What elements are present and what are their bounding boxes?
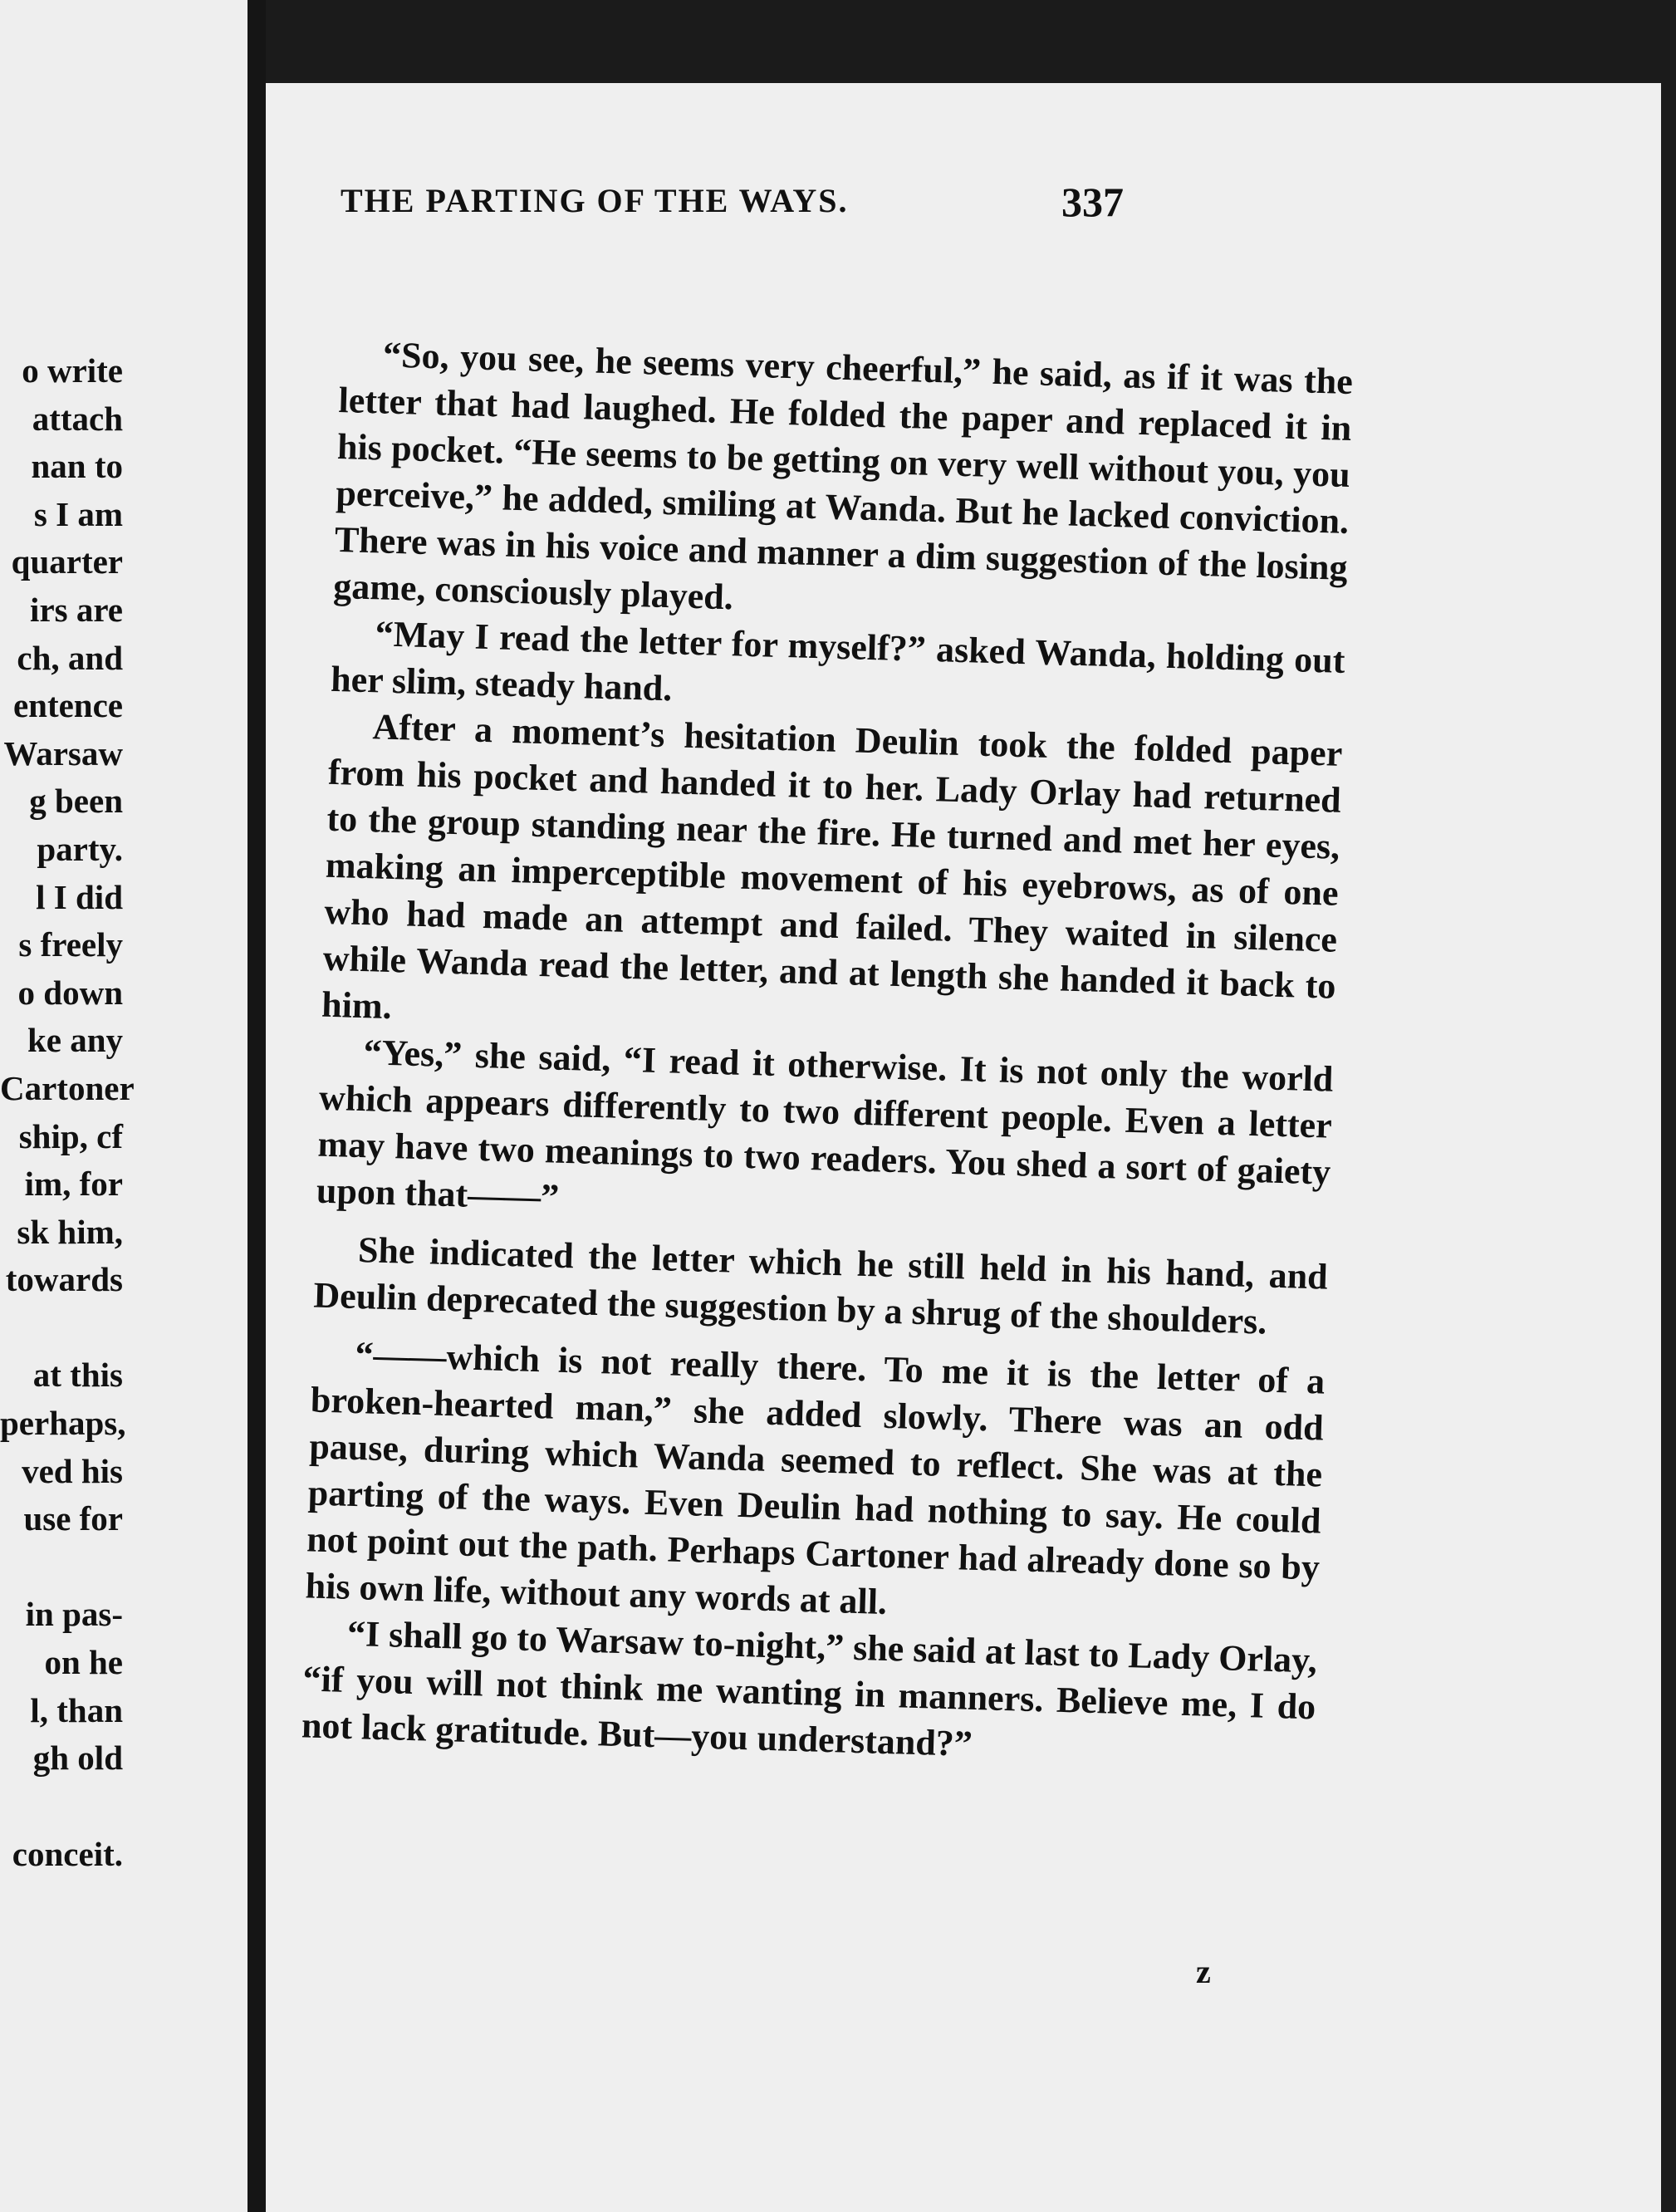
left-line: ship, cf (18, 1116, 123, 1155)
book-gutter (247, 0, 266, 2212)
left-page (0, 0, 247, 2212)
left-line: entence (12, 686, 123, 725)
left-line: Warsaw (3, 733, 123, 772)
left-line: o write (22, 351, 123, 390)
left-line: nan to (31, 447, 123, 486)
paragraph: After a moment’s hesitation Deulin took the folded paper from his pocket and handed it to her. Lady Orlay had returned to the group standing near the fire. He turned and met her eyes, making an imperceptible movement of his eyebrows, as of one who had made an attempt and failed. They waited in silence while Wanda read the letter, and at length she handed it back to him. (321, 706, 1343, 1028)
body-text (301, 331, 1394, 1778)
left-line: party. (37, 829, 123, 868)
page-header (341, 181, 1395, 239)
left-page-lines (0, 347, 135, 1783)
left-line: on he (44, 1643, 123, 1682)
left-line: gh old (32, 1739, 123, 1778)
left-line (0, 1543, 123, 1592)
left-line: sk him, (17, 1212, 123, 1251)
signature-mark: z (1196, 1953, 1211, 1990)
paragraph: “So, you see, he seems very cheerful,” he said, as if it was the letter that had laughed. He folded the paper and replaced it in his pocket. “He seems to be getting on very well without you, you perceive,” he added, smiling at Wanda. But he lacked conviction. There was in his voice and manner a dim suggestion of the losing game, consciously played. (332, 334, 1354, 618)
left-line: s I am (33, 494, 123, 533)
left-line: irs are (30, 590, 123, 629)
left-line: l, than (30, 1690, 123, 1729)
paragraph: “I shall go to Warsaw to-night,” she said at last to Lady Orlay, “if you will not think me wanting in manners. Believe me, I do not lack gratitude. But—you understand?” (301, 1612, 1318, 1764)
left-line (0, 1304, 123, 1352)
left-line: towards (5, 1260, 123, 1299)
left-line: ch, and (17, 638, 123, 677)
left-line: perhaps, (0, 1404, 126, 1443)
left-line: quarter (11, 542, 123, 581)
left-line: ke any (27, 1021, 123, 1060)
left-line: g been (29, 782, 123, 821)
left-last-line: conceit. (12, 1835, 123, 1873)
left-line: Cartoner (0, 1068, 135, 1107)
page-number: 337 (1061, 179, 1124, 225)
left-line: at this (32, 1356, 123, 1395)
paragraph: She indicated the letter which he still held in his hand, and Deulin deprecated the suggestion by a shrug of the shoulders. (312, 1229, 1329, 1342)
paragraph: “Yes,” she said, “I read it otherwise. It is not only the world which appears differently to two different people. Even a letter may have two meanings to two readers. You shed a sort of gaiety upon that——” (316, 1032, 1334, 1218)
running-title: THE PARTING OF THE WAYS. (341, 182, 849, 219)
left-line: im, for (24, 1165, 123, 1204)
left-line: attach (32, 399, 123, 438)
left-line: in pas- (25, 1595, 123, 1634)
left-line: use for (23, 1499, 123, 1538)
paragraph: “——which is not really there. To me it is the letter of a broken-hearted man,” she added slowly. There was an odd pause, during which Wanda seemed to reflect. She was at the parting of the ways. Even Deulin had nothing to say. He could not point out the path. Perhaps Cartoner had already done so by his own life, without any words at all. (305, 1333, 1326, 1622)
left-line: s freely (18, 925, 123, 964)
left-line: o down (17, 973, 123, 1012)
left-line: l I did (36, 877, 123, 916)
paragraph: “May I read the letter for myself?” asked Wanda, holding out her slim, steady hand. (330, 613, 1346, 709)
left-line: ved his (22, 1451, 123, 1490)
